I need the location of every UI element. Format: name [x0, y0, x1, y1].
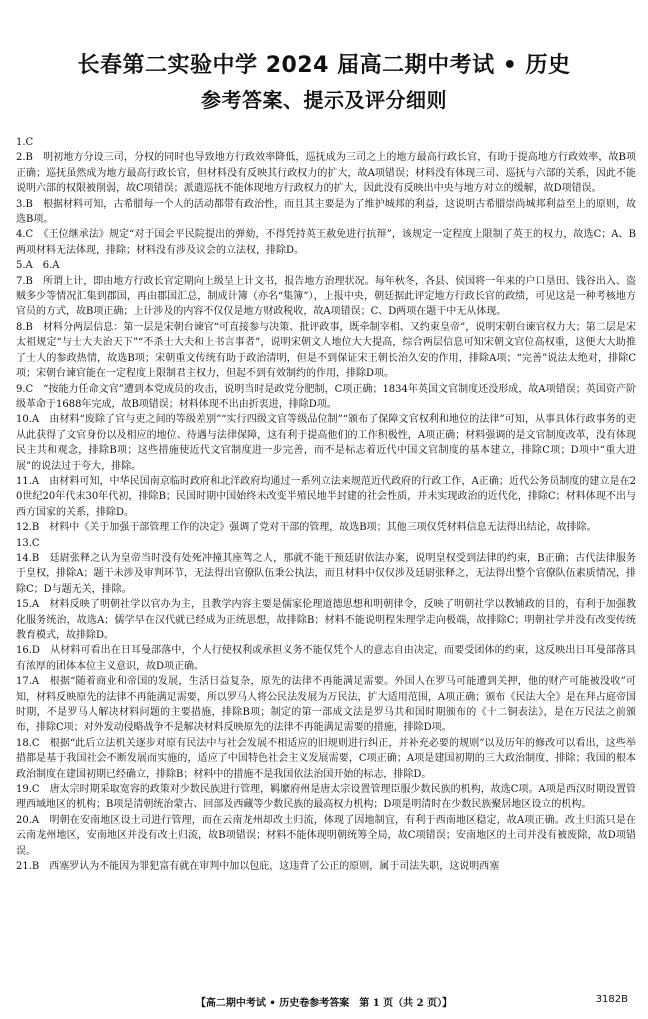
answer-item: 9.C “按能力任命文官”遭到本党成员的攻击，说明当时是政党分肥制，C项正确；1834年英国文官制度还没形成，故A项错误；英国资产阶级革命于1688年完成，故B项错误；材料体现不出由折衷进，排除D项。: [16, 383, 636, 410]
answer-item: 21.B 西塞罗认为不能因为罪犯富有就在审判中加以包庇，这违背了公正的原则，属于司法失职，这说明西塞: [16, 861, 500, 873]
answer-item: 1.C: [16, 137, 34, 148]
page-footer: 【高二期中考试 • 历史卷参考答案 第 1 页（共 2 页）】: [195, 998, 453, 1009]
answer-item: 11.A 由材料可知，中华民国南京临时政府和北洋政府均通过一系列立法来规范近代政府的行政工作，A正确；近代公务员制度的建立是在20世纪20年代末30年代初，排除B；民国时期中国始终未改变半殖民地半封建的社会性质，并未实现政治的近代化，排除C；材料体现不出与西方国家的关系，排除D。: [16, 475, 636, 518]
answer-item: 4.C 《王位继承法》规定“对于国会平民院提出的弹劾，不得凭持英王赦免进行抗辩”，该规定一定程度上限制了英王的权力，故选C；A、B两项材料无法体现，排除；材料没有涉及议会的立法权，排除D。: [16, 229, 636, 256]
answer-list: [16, 135, 636, 875]
answer-item: 10.A 由材料“废除了官与吏之间的等级差别”“实行四级文官等级品位制”“颁布了保障文官权利和地位的法律”可知，从事具体行政事务的吏从此获得了文官身份以及相应的地位、待遇与法律保障，这有利于提高他们的工作积极性，A项正确；材料强调的是文官制度改革，没有体现民主共和观念，排除B项；这些措施使近代文官制度进一步完善，而不是标志着近代中国文官制度的基本建立，排除C项；D项中“重大进展”的说法过于夸大，排除。: [16, 414, 636, 472]
answer-item: 5.A 6.A: [16, 260, 60, 272]
answer-item: 13.C: [16, 537, 40, 549]
answer-item: 20.A 明朝在安南地区设土司进行管理，而在云南龙州却改土归流，体现了因地制宜，有利于西南地区稳定，故A项正确。改土归流只是在云南龙州地区，安南地区并没有改土归流，故B项错误；材料不能体现明朝统筹全局，故C项错误；安南地区的土司并没有被废除，故D项错误。: [16, 814, 636, 857]
document-code: 3182B: [595, 994, 628, 1005]
answer-item: 2.B 明初地方分设三司，分权的同时也导致地方行政效率降低，巡抚成为三司之上的地方最高行政长官，有助于提高地方行政效率，故B项正确；巡抚虽然成为地方最高行政长官，但材料没有反映其行政权力的扩大，故A项错误；材料没有体现三司、巡抚与六部的关系，因此不能说明六部的权限被削弱，故C项错误；派遣巡抚不能体现地方行政权力的扩大，因此没有反映出中央与地方对立的缓解，故D项错误。: [16, 152, 636, 195]
answer-item: 15.A 材料反映了明朝社学以官办为主，且教学内容主要是儒家伦理道德思想和明朝律令，反映了明朝社学以教辅政的目的，有利于加强教化服务统治，故选A；儒学早在汉代就已经成为正统思想，故排除B；材料不能说明程朱理学走向极端，故排除C；明朝社学并没有改变传统教育模式，故排除D。: [16, 599, 636, 641]
answer-item: 19.C 唐太宗时期采取宽容的政策对少数民族进行管理，羁縻府州是唐太宗设置管理臣服少数民族的机构，故选C项。A项是西汉时期设置管理西域地区的机构；B项是清朝统治蒙古、回部及西藏等少数民族的最高权力机构；D项是明清时在少数民族聚居地区设立的机构。: [16, 784, 636, 811]
answer-item: 3.B 根据材料可知，古希腊每一个人的活动都带有政治性，而且其主要是为了维护城邦的利益，这说明古希腊崇尚城邦利益至上的原则，故选B项。: [16, 198, 636, 226]
answer-item: 14.B 廷尉张释之认为皇帝当时没有处死冲撞其座驾之人，那就不能干预廷尉依法办案，说明皇权受到法律的约束，B正确；古代法律服务于皇权，排除A；题干未涉及审判环节，无法得出官僚队伍秉公执法，而且材料中仅仅涉及廷尉张释之，无法得出整个官僚队伍素质情况，排除C；D与题无关，排除。: [16, 552, 636, 595]
answer-item: 8.B 材料分两层信息：第一层是宋朝台谏官“可直接参与决策、批评政事，既牵制宰相、又约束皇帝”，说明宋朝台谏官权力大；第二层是宋太祖规定“与士大夫治天下”“不杀士大夫和上书言事者”，说明宋朝文人地位大大提高，综合两层信息可知宋朝文官位高权重，这便大大助推了士人的参政热情，故选B项；宋朝重文传统有助于政治清明，但是不到保证宋王朝长治久安的作用，排除A项；“完善”说法太绝对，排除C项；宋朝台谏官能在一定程度上限制君主权力，但起不到有效制约的作用，排除D项。: [16, 321, 636, 380]
answer-item: 18.C 根据“此后立法机关逐步对原有民法中与社会发展不相适应的旧规则进行纠正，并补充必要的规则”以及历年的修改可以看出，这些举措都是基于我国社会不断发展而实施的，适应了中国特色社会主义发展需要，C项正确；A项是建国初期的三大政治制度，排除；我国的根本政治制度在建国初期已经确立，排除B；材料中的措施不是我国依法治国开始的标志，排除D。: [16, 737, 636, 780]
answer-item: 16.D 从材料可看出在日耳曼部落中，个人行使权利或承担义务不能仅凭个人的意志自由决定，而要受团体的约束，这反映出日耳曼部落具有浓厚的团体本位主义意识，故D项正确。: [16, 645, 636, 672]
page-subtitle: 参考答案、提示及评分细则: [201, 88, 447, 112]
answer-item: 12.B 材料中《关于加强干部管理工作的决定》强调了党对干部的管理，故选B项；其他三项仅凭材料信息无法得出结论，故排除。: [16, 522, 597, 534]
answer-item: 17.A 根据“随着商业和帝国的发展，生活日益复杂，原先的法律不再能满足需要。外国人在罗马可能遭到关押，他的财产可能被没收”可知，材料反映原先的法律不再能满足需要，所以罗马人将公民法发展为万民法，扩大适用范围，A项正确；颁布《民法大全》是在拜占庭帝国时期，不是罗马人解决材料问题的主要措施，排除B项；制定的第一部成文法是罗马共和国时期颁布的《十二铜表法》，是在万民法之前颁布，排除C项；对外发动侵略战争不是解决材料反映原先的法律不再能满足需要的措施，排除D项。: [16, 676, 636, 734]
page-title: 长春第二实验中学 2024 届高二期中考试 • 历史: [77, 53, 571, 78]
answer-item: 7.B 所谓上计，即由地方行政长官定期向上级呈上计文书，报告地方治理状况。每年秋冬，各县、侯国将一年来的户口垦田、钱谷出入、盗贼多少等情况汇集到郡国，再由郡国汇总，制成计簿（亦名“集簿”），上报中央，朝廷据此评定地方行政长官的政绩，可见这是一种考核地方官员的方式，故B项正确；上计涉及的内容不仅仅是地方财政税收，故A项错误；C、D两项在题干中无从体现。: [16, 275, 636, 318]
